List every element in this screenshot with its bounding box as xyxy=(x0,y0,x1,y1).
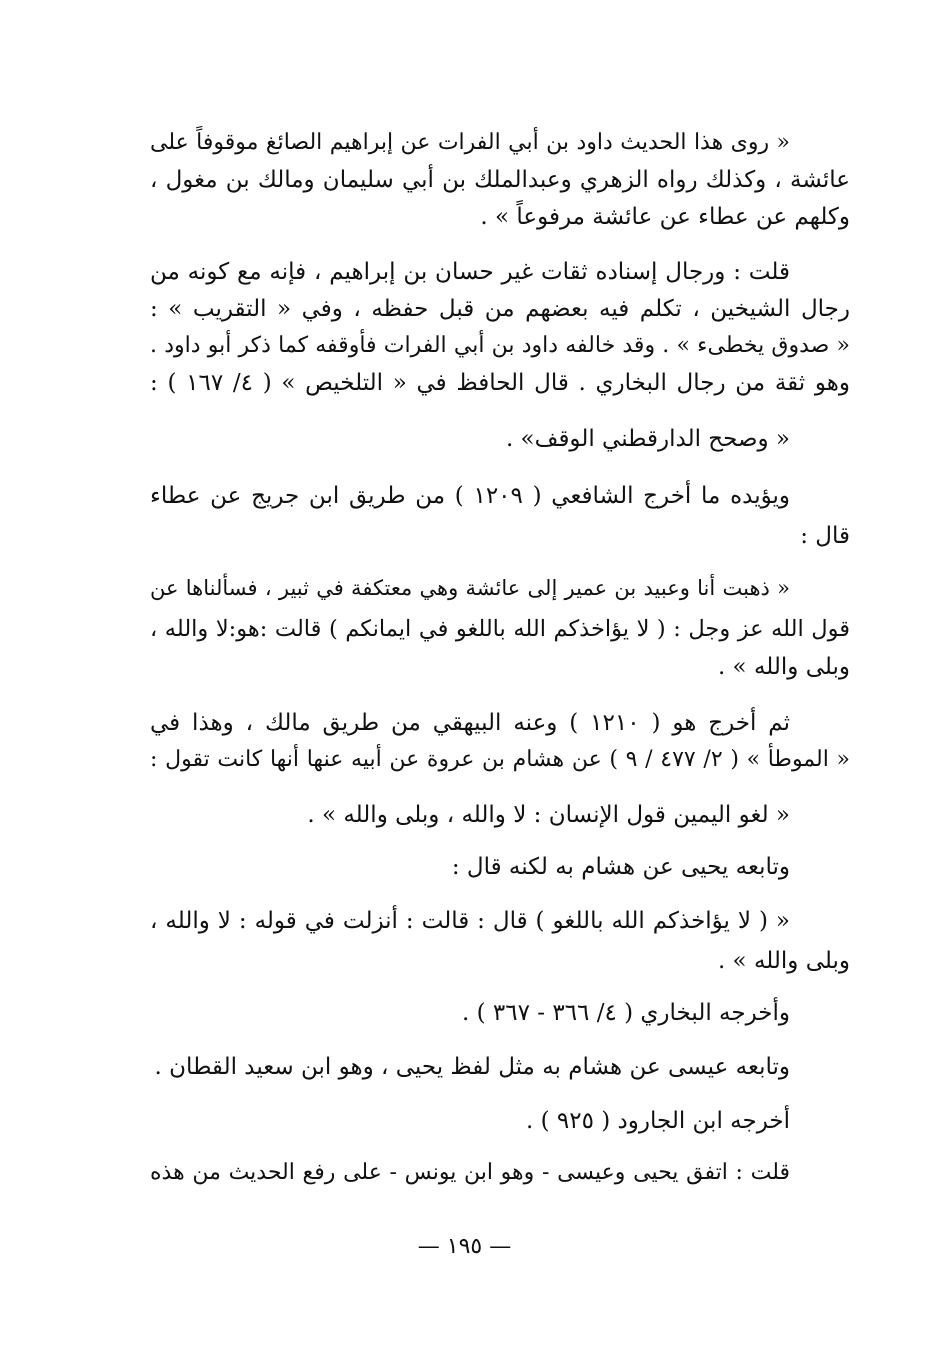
paragraph-quote-nazalat-line: وبلى والله » . xyxy=(717,948,850,974)
paragraph-bukhari-line: وأخرجه البخاري ( ٤/ ٣٦٦ - ٣٦٧ ) . xyxy=(461,1000,790,1026)
paragraph-quote-dawud-line: عائشة ، وكذلك رواه الزهري وعبدالملك بن أبي سليمان ومالك بن مغول ، xyxy=(150,167,850,193)
paragraph-qult-ittafaq-line: قلت : اتفق يحيى وعيسى - وهو ابن يونس - على رفع الحديث من هذه xyxy=(150,1160,790,1185)
paragraph-quote-ubayd-line: وبلى والله » . xyxy=(717,654,850,680)
paragraph-quote-dawud-line: « روى هذا الحديث داود بن أبي الفرات عن إبراهيم الصائغ موقوفاً على xyxy=(150,130,790,155)
paragraph-jarud-line: أخرجه ابن الجارود ( ٩٢٥ ) . xyxy=(525,1108,790,1134)
paragraph-bayhaqi-line: ثم أخرج هو ( ١٢١٠ ) وعنه البيهقي من طريق مالك ، وهذا في xyxy=(150,710,790,736)
paragraph-qult-rijal-line: رجال الشيخين ، تكلم فيه بعضهم من قبل حفظه ، وفي « التقريب » : xyxy=(150,296,850,322)
paragraph-qult-rijal-line: وهو ثقة من رجال البخاري . قال الحافظ في « التلخيص » ( ٤/ ١٦٧ ) : xyxy=(150,370,850,396)
paragraph-laghw-line: « لغو اليمين قول الإنسان : لا والله ، وبلى والله » . xyxy=(307,802,790,828)
paragraph-shafii-line: قال : xyxy=(800,523,850,549)
paragraph-bayhaqi-line: « الموطأ » ( ٢/ ٤٧٧ / ٩ ) عن هشام بن عروة عن أبيه عنها أنها كانت تقول : xyxy=(150,747,850,772)
paragraph-quote-nazalat-line: « ( لا يؤاخذكم الله باللغو ) قال : قالت : أنزلت في قوله : لا والله ، xyxy=(150,908,790,934)
paragraph-daraqutni-line: « وصحح الدارقطني الوقف» . xyxy=(505,426,790,452)
paragraph-yahya-line: وتابعه يحيى عن هشام به لكنه قال : xyxy=(451,854,790,880)
paragraph-qult-rijal-line: قلت : ورجال إسناده ثقات غير حسان بن إبراهيم ، فإنه مع كونه من xyxy=(150,259,790,285)
paragraph-isa-line: وتابعه عيسى عن هشام به مثل لفظ يحيى ، وهو ابن سعيد القطان . xyxy=(154,1054,790,1080)
paragraph-quote-ubayd-line: « ذهبت أنا وعبيد بن عمير إلى عائشة وهي معتكفة في ثبير ، فسألناها عن xyxy=(150,576,790,600)
paragraph-qult-rijal-line: « صدوق يخطىء » . وقد خالفه داود بن أبي الفرات فأوقفه كما ذكر أبو داود . xyxy=(150,333,850,358)
paragraph-quote-ubayd-line: قول الله عز وجل : ( لا يؤاخذكم الله باللغو في ايمانكم ) قالت :هو:لا والله ، xyxy=(150,616,850,642)
paragraph-quote-dawud-line: وكلهم عن عطاء عن عائشة مرفوعاً » . xyxy=(480,204,850,230)
paragraph-shafii-line: ويؤيده ما أخرج الشافعي ( ١٢٠٩ ) من طريق ابن جريج عن عطاء xyxy=(150,483,790,509)
page-number: — ١٩٥ — xyxy=(417,1234,512,1259)
